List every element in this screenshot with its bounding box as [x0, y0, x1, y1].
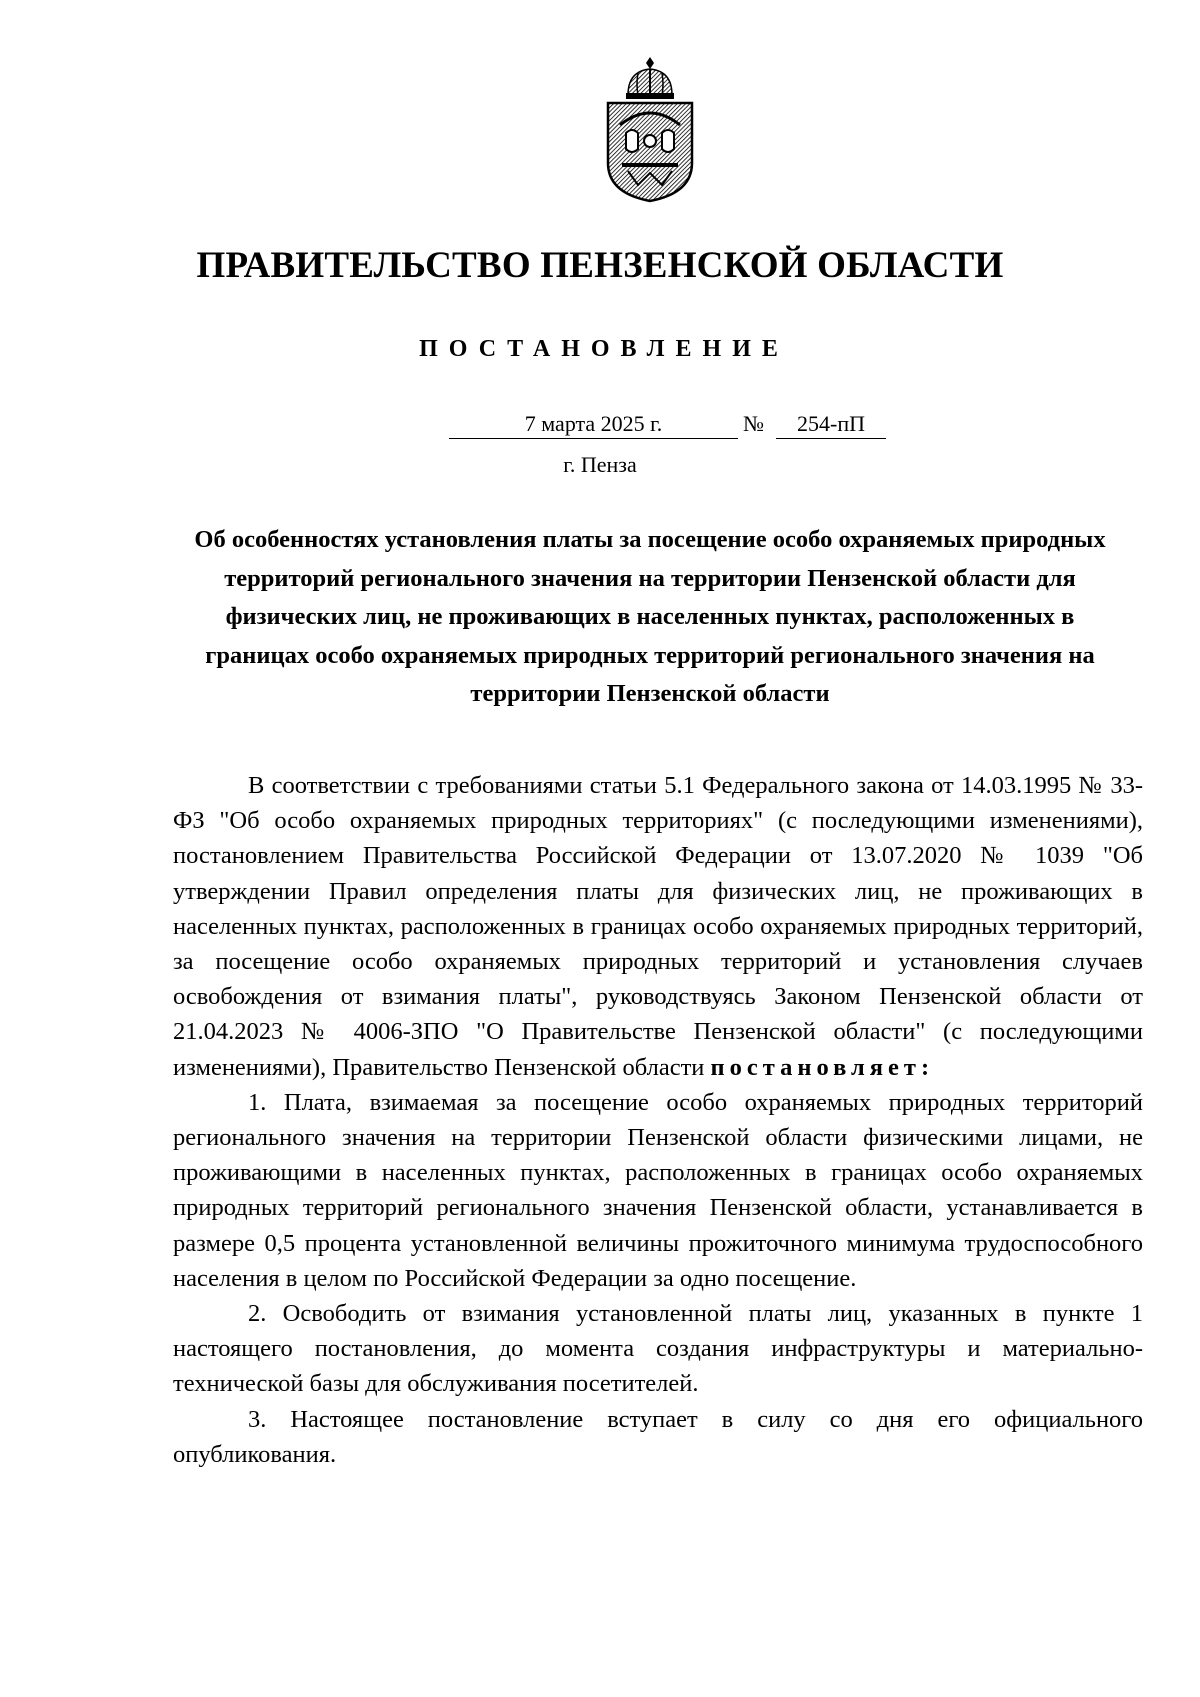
organization-title: ПРАВИТЕЛЬСТВО ПЕНЗЕНСКОЙ ОБЛАСТИ [196, 245, 1004, 286]
item-paragraph-1: 1. Плата, взимаемая за посещение особо охраняемых природных территорий регионального значения на территории Пензенской области физическими лицами, не проживающими в населенных пунктах, расположенных в границах особо охраняемых природных территорий регионального значения Пензенской области, устанавливается в размере 0,5 процента установленной величины прожиточного минимума трудоспособного населения в целом по Российской Федерации за одно посещение. [173, 1088, 1143, 1292]
document-date: 7 марта 2025 г. [449, 410, 738, 439]
document-city: г. Пенза [563, 452, 637, 477]
document-type: ПОСТАНОВЛЕНИЕ [419, 336, 789, 362]
document-subject: Об особенностях установления платы за посещение особо охраняемых природных территорий регионального значения на территории Пензенской области для физических лиц, не проживающих в населенных пунктах, расположенных в границах особо охраняемых природных территорий регионального значения на территории Пензенской области [194, 526, 1106, 707]
preamble-text: В соответствии с требованиями статьи 5.1 Федерального закона от 14.03.1995 № 33-ФЗ "Об особо охраняемых природных территориях" (с последующими изменениями), постановлением Правительства Российской Федерации от 13.07.2020 № 1039 "Об утверждении Правил определения платы для физических лиц, не проживающих в населенных пунктах, расположенных в границах особо охраняемых природных территорий, за посещение особо охраняемых природных территорий и установления случаев освобождения от взимания платы", руководствуясь Законом Пензенской области от 21.04.2023 № 4006-ЗПО "О Правительстве Пензенской области" (с последующими изменениями), Правительство Пензенской области [173, 772, 1143, 1081]
item-paragraph-2: 2. Освободить от взимания установленной платы лиц, указанных в пункте 1 настоящего постановления, до момента создания инфраструктуры и материально-технической базы для обслуживания посетителей. [173, 1300, 1143, 1398]
document-body [173, 768, 1143, 1472]
item-paragraph-3: 3. Настоящее постановление вступает в силу со дня его официального опубликования. [173, 1405, 1143, 1468]
document-number: 254-пП [776, 410, 886, 439]
preamble-paragraph [173, 768, 1143, 1085]
number-sign: № [743, 411, 764, 436]
resolves-keyword: постановляет: [710, 1053, 935, 1081]
coat-of-arms-icon [598, 55, 702, 205]
